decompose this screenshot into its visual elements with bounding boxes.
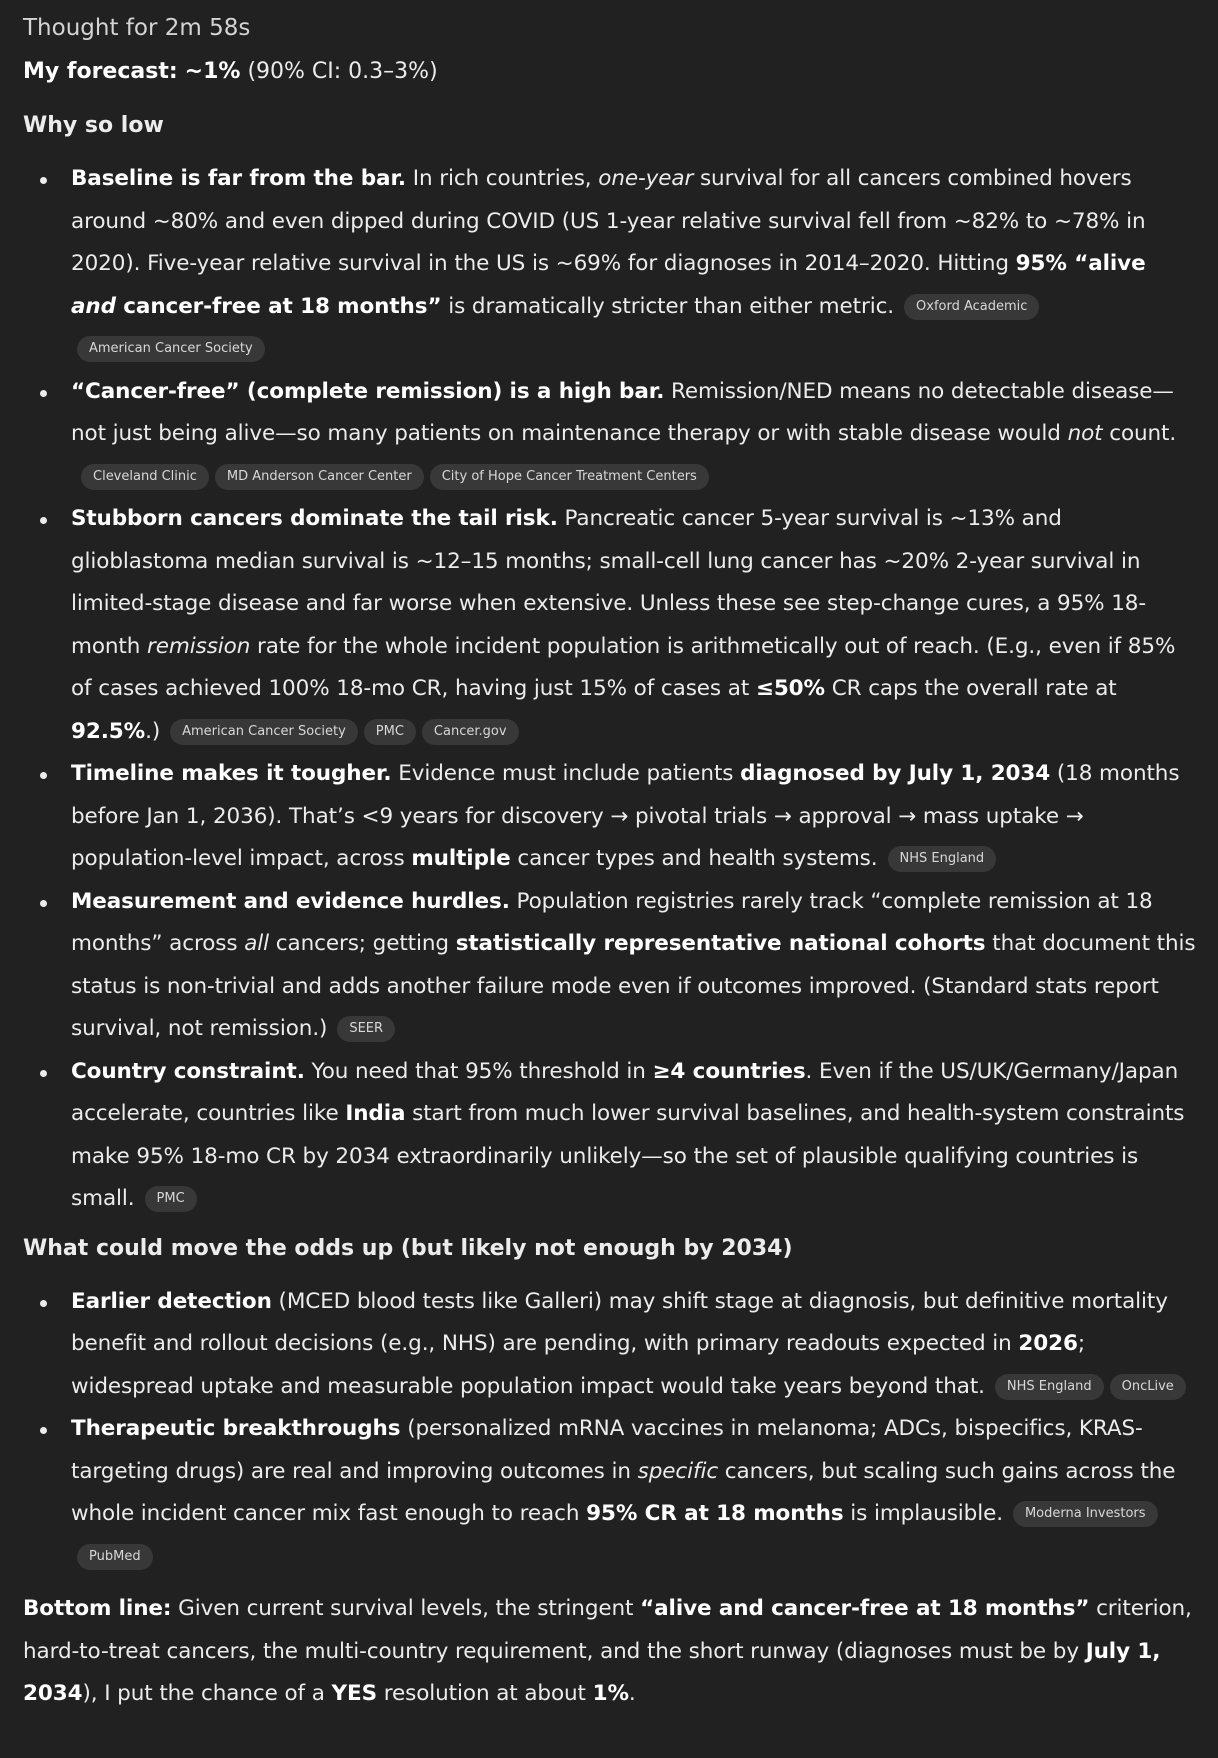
odds-heading: What could move the odds up (but likely not enough by 2034) <box>23 1235 793 1261</box>
bold-text: cancer-free at 18 months” <box>115 293 442 319</box>
list-item <box>23 1281 1196 1409</box>
source-chip[interactable]: PMC <box>364 719 416 745</box>
bold-text: 92.5% <box>71 718 146 744</box>
bold-text: statistically representative national cohorts <box>455 931 986 956</box>
odds-list <box>23 1281 1196 1579</box>
text-run: Remission/NED means no detectable disease—not just being alive—so many patients on maintenance therapy or with stable disease would <box>71 378 1174 446</box>
bottom-line <box>23 1588 1196 1716</box>
bold-text: diagnosed by July 1, 2034 <box>740 761 1051 786</box>
bold-text: Therapeutic breakthroughs <box>71 1416 401 1441</box>
bold-text: YES <box>331 1681 377 1706</box>
forecast-line <box>23 54 1196 90</box>
italic-text: not <box>1067 421 1103 446</box>
source-chip[interactable]: SEER <box>337 1016 395 1042</box>
text-run: ; widespread uptake and measurable population impact would take years beyond that. <box>71 1331 1086 1399</box>
bold-text: ≤50% <box>755 676 825 701</box>
source-chip[interactable]: MD Anderson Cancer Center <box>215 464 424 490</box>
list-item <box>23 158 1196 371</box>
text-run: ), I put the chance of a <box>82 1681 332 1706</box>
source-chip[interactable]: American Cancer Society <box>170 719 358 745</box>
bold-text: Baseline is far from the bar. <box>71 166 406 191</box>
bold-text: 95% “alive <box>1015 251 1146 276</box>
source-chip[interactable]: Moderna Investors <box>1013 1501 1158 1527</box>
forecast-label: My forecast: <box>23 59 178 84</box>
text-run: In rich countries, <box>405 166 599 191</box>
text-run: cancers, but scaling such gains across the whole incident cancer mix fast enough to reach <box>71 1458 1176 1526</box>
bold-text: Earlier detection <box>71 1288 272 1314</box>
list-item <box>23 753 1196 881</box>
bold-text: July 1, 2034 <box>23 1638 1161 1706</box>
bold-text: 1% <box>592 1681 629 1706</box>
source-chip[interactable]: Cancer.gov <box>422 719 519 745</box>
list-item <box>23 1408 1196 1578</box>
thought-duration[interactable]: Thought for 2m 58s <box>23 15 251 41</box>
text-run: Given current survival levels, the stringent <box>171 1596 641 1621</box>
source-chip[interactable]: OncLive <box>1110 1374 1186 1400</box>
bold-text: 95% CR at 18 months <box>586 1501 844 1526</box>
text-run: resolution at about <box>377 1681 593 1706</box>
bold-text: Country constraint. <box>71 1058 305 1084</box>
text-run: criterion, hard-to-treat cancers, the multi-country requirement, and the short runway (diagnoses must be by <box>23 1596 1192 1664</box>
forecast-value: ~1% <box>184 59 241 84</box>
forecast-ci: (90% CI: 0.3–3%) <box>247 59 438 84</box>
italic-text: specific <box>637 1458 719 1484</box>
bold-text <box>71 294 116 319</box>
text-run: CR caps the overall rate at <box>824 676 1117 701</box>
text-run: survival for all cancers combined hovers around ~80% and even dipped during COVID (US 1-year relative survival fell from ~82% to ~78% in 2020). Five-year relative survival in the US is ~69% for diagnoses in 2014–2020. Hitting <box>71 166 1146 276</box>
list-item <box>23 371 1196 499</box>
italic-text: all <box>244 931 270 956</box>
bold-text: India <box>345 1101 406 1126</box>
text-run: . Even if the US/UK/Germany/Japan accelerate, countries like <box>71 1058 1179 1126</box>
bold-text: Stubborn cancers dominate the tail risk. <box>71 506 558 531</box>
text-run: . <box>628 1681 636 1706</box>
source-chip[interactable]: City of Hope Cancer Treatment Centers <box>430 464 709 490</box>
bold-text: “Cancer-free” (complete remission) is a high bar. <box>71 378 665 404</box>
text-run: is dramatically stricter than either metric. <box>441 293 895 319</box>
bold-text: Bottom line: <box>23 1596 172 1621</box>
text-run: start from much lower survival baselines, and health-system constraints make 95% 18-mo CR by 2034 extraordinarily unlikely—so the set of plausible qualifying countries is small. <box>71 1101 1185 1211</box>
text-run: count. <box>1102 421 1177 446</box>
text-run: is implausible. <box>843 1501 1003 1526</box>
text-run: cancer types and health systems. <box>510 846 878 871</box>
source-chip[interactable]: Cleveland Clinic <box>81 464 209 490</box>
text-run: (18 months before Jan 1, 2036). That’s <9 years for discovery → pivotal trials → approval → mass uptake → population-level impact, across <box>71 761 1180 871</box>
list-item <box>23 881 1196 1051</box>
source-chip[interactable]: NHS England <box>995 1374 1104 1400</box>
text-run: (personalized mRNA vaccines in melanoma; ADCs, bispecifics, KRAS-targeting drugs) are real and improving outcomes in <box>71 1416 1143 1484</box>
italic-text: one-year <box>598 166 694 191</box>
source-chip[interactable]: NHS England <box>888 846 997 872</box>
text-run: Pancreatic cancer 5-year survival is ~13% and glioblastoma median survival is ~12–15 months; small-cell lung cancer has ~20% 2-year survival in limited-stage disease and far worse when extensive. Unless these see step-change cures, a 95% 18-month <box>71 506 1147 659</box>
text-run: Evidence must include patients <box>391 761 741 786</box>
italic-text: remission <box>147 633 251 659</box>
source-chip[interactable]: PMC <box>145 1186 197 1212</box>
list-item <box>23 498 1196 753</box>
text-run: rate for the whole incident population is arithmetically out of reach. (E.g., even if 85% of cases achieved 100% 18-mo CR, having just 15% of cases at <box>71 633 1176 701</box>
text-run: that document this status is non-trivial and adds another failure mode even if outcomes improved. (Standard stats report survival, not remission.) <box>71 931 1196 1041</box>
source-chip[interactable]: Oxford Academic <box>904 294 1039 320</box>
bold-text: Timeline makes it tougher. <box>71 761 392 786</box>
why-list <box>23 158 1196 1221</box>
bold-text: 2026 <box>1018 1331 1078 1356</box>
bold-text: ≥4 countries <box>652 1058 806 1084</box>
list-item <box>23 1051 1196 1221</box>
text-run: (MCED blood tests like Galleri) may shift stage at diagnosis, but definitive mortality benefit and rollout decisions (e.g., NHS) are pending, with primary readouts expected in <box>71 1288 1168 1356</box>
text-run: Population registries rarely track “complete remission at 18 months” across <box>71 888 1153 956</box>
text-run: cancers; getting <box>269 931 456 956</box>
bold-italic-text: and <box>71 293 116 319</box>
text-run: You need that 95% threshold in <box>304 1058 653 1084</box>
bold-text: Measurement and evidence hurdles. <box>71 888 510 914</box>
bold-text: “alive and cancer-free at 18 months” <box>640 1596 1090 1621</box>
bold-text: multiple <box>411 846 511 871</box>
source-chip[interactable]: PubMed <box>77 1544 153 1570</box>
why-heading: Why so low <box>23 113 164 138</box>
source-chip[interactable]: American Cancer Society <box>77 336 265 362</box>
text-run: .) <box>145 718 161 744</box>
